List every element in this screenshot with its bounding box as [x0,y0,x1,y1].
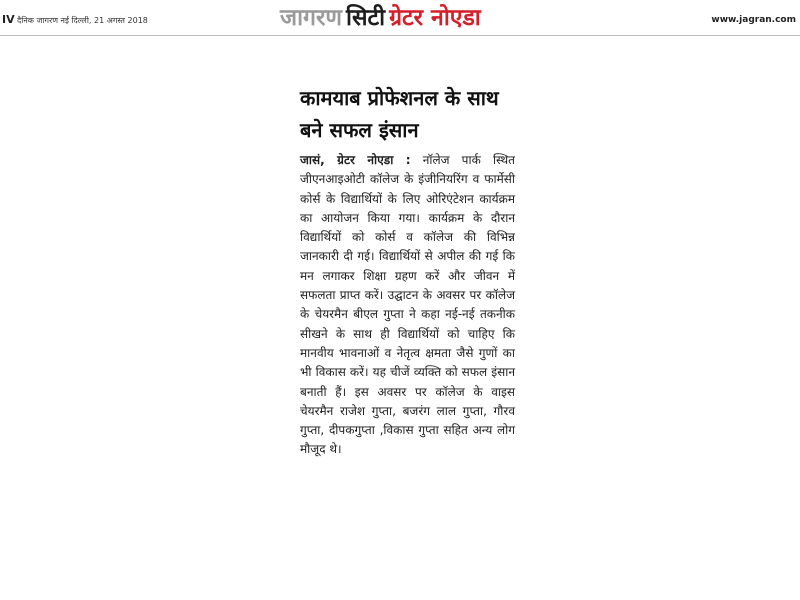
city-label: सिटी [346,5,386,31]
edition-date-line: दैनिक जागरण नई दिल्ली, 21 अगस्त 2018 [17,16,148,25]
news-article [300,82,515,460]
masthead-divider [0,35,800,36]
newspaper-masthead [0,0,800,36]
website-url: www.jagran.com [711,15,796,25]
brand-name: जागरण [280,5,343,31]
article-headline: कामयाब प्रोफेशनल के साथ बने सफल इंसान [300,86,499,142]
area-label: ग्रेटर नोएडा [389,5,481,31]
article-body-text: नॉलेज पार्क स्थित जीएनआइओटी कॉलेज के इंजीनियरिंग व फार्मेसी कोर्स के विद्यार्थियों के लिए ओरिएंटेशन कार्यक्रम का आयोजन किया गया। कार्यक्रम के दौरान विद्यार्थियों को कोर्स व कॉलेज की विभिन्न जानकारी दी गई। विद्यार्थियों से अपील की गई कि मन लगाकर शिक्षा ग्रहण करें और जीवन में सफलता प्राप्त करें। उद्घाटन के अवसर पर कॉलेज के चेयरमैन बीएल गुप्ता ने कहा नई-नई तकनीक सीखने के साथ ही विद्यार्थियों को चाहिए कि मानवीय भावनाओं व नेतृत्व क्षमता जैसे गुणों का भी विकास करें। यह चीजें व्यक्ति को सफल इंसान बनाती हैं। इस अवसर पर कॉलेज के वाइस चेयरमैन राजेश गुप्ता, बजरंग लाल गुप्ता, गौरव गुप्ता, दीपकगुप्ता ,विकास गुप्ता सहित अन्य लोग मौजूद थे। [300,153,515,457]
section-title [280,4,481,32]
article-dateline: जासं, ग्रेटर नोएडा : [300,153,411,167]
page-number: IV [2,13,15,26]
article-body [300,151,515,460]
